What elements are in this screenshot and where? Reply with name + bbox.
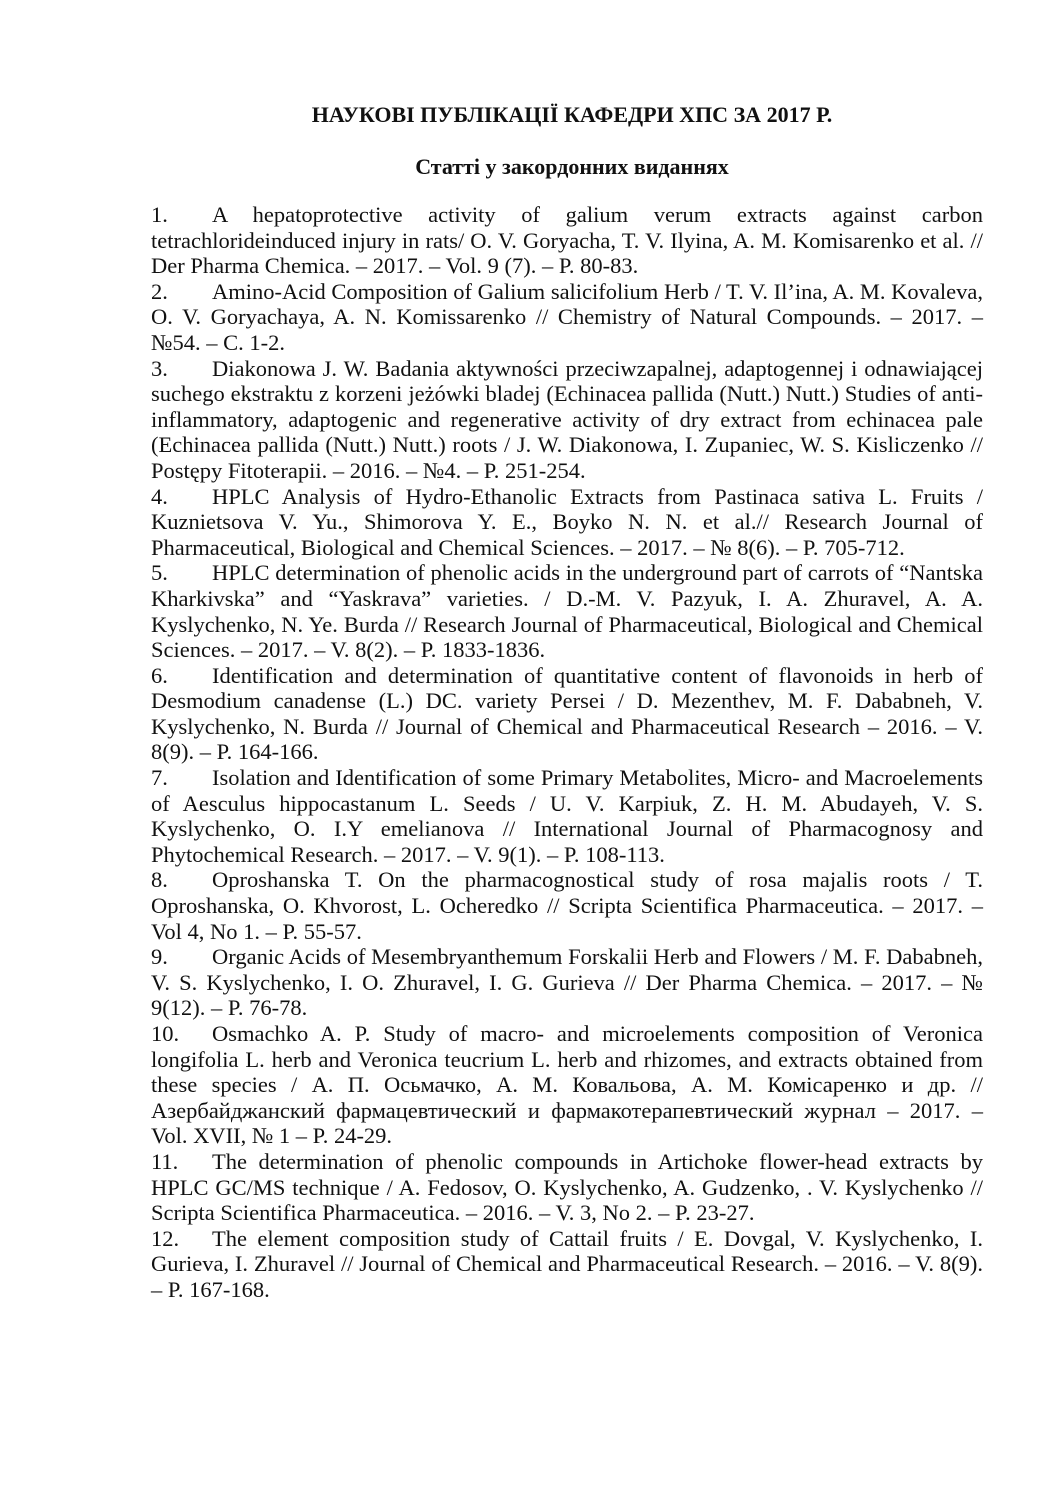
item-number: 2. [151,278,168,304]
item-number: 10. [151,1021,180,1046]
list-item [151,560,983,662]
item-number: 12. [151,1225,180,1251]
list-item [151,356,983,484]
item-text: Organic Acids of Mesembryanthemum Forskalii Herb and Flowers / M. F. Dababneh, V. S. Kyslychenko, I. O. Zhuravel, I. G. Gurieva // Der Pharma Chemica. – 2017. – № 9(12). – P. 76-78. [151,944,983,1021]
section-heading: Статті у закордонних виданнях [415,154,729,179]
page-title: НАУКОВІ ПУБЛІКАЦІЇ КАФЕДРИ ХПС ЗА 2017 Р. [311,102,833,127]
list-item [151,867,983,944]
item-text: The determination of phenolic compounds in Artichoke flower-head extracts by HPLC GC/MS technique / A. Fedosov, O. Kyslychenko, A. Gudzenko, . V. Kyslychenko // Scripta Scientifica Pharmaceutica. – 2016. – V. 3, No 2. – P. 23-27. [151,1148,983,1226]
item-text: Identification and determination of quantitative content of flavonoids in herb of Desmodium canadense (L.) DC. variety Persei / D. Mezenthev, M. F. Dababneh, V. Kyslychenko, N. Burda // Journal of Chemical and Pharmaceutical Research – 2016. – V. 8(9). – P. 164-166. [151,662,983,765]
item-number: 1. [151,202,168,227]
item-text: Amino-Acid Composition of Galium salicifolium Herb / T. V. Il’ina, A. M. Kovaleva, O. V. Goryachaya, A. N. Komissarenko // Chemistry of Natural Compounds. – 2017. – №54. – С. 1-2. [151,278,983,355]
list-item [151,484,983,561]
item-number: 5. [151,560,168,586]
publication-list [151,202,983,1303]
item-number: 4. [151,483,168,509]
item-number: 11. [151,1148,179,1174]
list-item [151,1021,983,1149]
item-number: 3. [151,355,168,381]
list-item [151,1149,983,1226]
item-number: 8. [151,867,168,893]
list-item [151,765,983,867]
item-text: Diakonowa J. W. Badania aktywności przeciwzapalnej, adaptogennej i odnawiającej suchego ekstraktu z korzeni jeżówki bladej (Echinacea pallida (Nutt.) Nutt.) Studies of anti-inflammatory, adaptogenic and regenerative activity of dry extract from echinacea pale (Echinacea pallida (Nutt.) Nutt.) roots / J. W. Diakonowa, I. Zupaniec, W. S. Kisliczenko // Postępy Fitoterapii. – 2016. – №4. – P. 251-254. [151,355,983,483]
item-number: 9. [151,944,168,970]
item-text: HPLC Analysis of Hydro-Ethanolic Extracts from Pastinaca sativa L. Fruits / Kuznietsova V. Yu., Shimorova Y. E., Boyko N. N. et al.// Research Journal of Pharmaceutical, Biological and Chemical Sciences. – 2017. – № 8(6). – P. 705-712. [151,483,983,560]
item-text: Isolation and Identification of some Primary Metabolites, Micro- and Macroelements of Aesculus hippocastanum L. Seeds / U. V. Karpiuk, Z. H. M. Abudayeh, V. S. Kyslychenko, O. I.Y emelianova // International Journal of Pharmacognosy and Phytochemical Research. – 2017. – V. 9(1). – P. 108-113. [151,765,983,867]
item-number: 7. [151,765,168,791]
item-number: 6. [151,662,168,688]
item-text: Osmachko A. P. Study of macro- and microelements composition of Veronica longifolia L. herb and Veronica teucrium L. herb and rhizomes, and extracts obtained from these species / А. П. Осьмачко, А. М. Ковальова, А. М. Комісаренко и др. // Азербайджанский фармацевтический и фармакотерапевтический журнал – 2017. – Vol. XVII, № 1 – P. 24-29. [151,1021,983,1149]
list-item [151,1226,983,1303]
document-page [151,100,983,1303]
list-item [151,279,983,356]
list-item [151,944,983,1021]
item-text: A hepatoprotective activity of galium verum extracts against carbon tetrachlorideinduced injury in rats/ O. V. Goryacha, T. V. Ilyina, A. M. Komisarenko et al. // Der Pharma Chemica. – 2017. – Vol. 9 (7). – P. 80-83. [151,202,983,279]
item-text: HPLC determination of phenolic acids in the underground part of carrots of “Nantska Kharkivska” and “Yaskrava” varieties. / D.-M. V. Pazyuk, I. A. Zhuravel, A. A. Kyslychenko, N. Ye. Burda // Research Journal of Pharmaceutical, Biological and Chemical Sciences. – 2017. – V. 8(2). – P. 1833-1836. [151,560,983,663]
list-item [151,663,983,765]
item-text: Oproshanska T. On the pharmacognostical study of rosa majalis roots / T. Oproshanska, O. Khvorost, L. Ocheredko // Scripta Scientifica Pharmaceutica. – 2017. – Vol 4, No 1. – P. 55-57. [151,867,983,944]
item-text: The element composition study of Cattail fruits / E. Dovgal, V. Kyslychenko, I. Gurieva, I. Zhuravel // Journal of Chemical and Pharmaceutical Research. – 2016. – V. 8(9). – P. 167-168. [151,1225,983,1302]
list-item [151,202,983,279]
